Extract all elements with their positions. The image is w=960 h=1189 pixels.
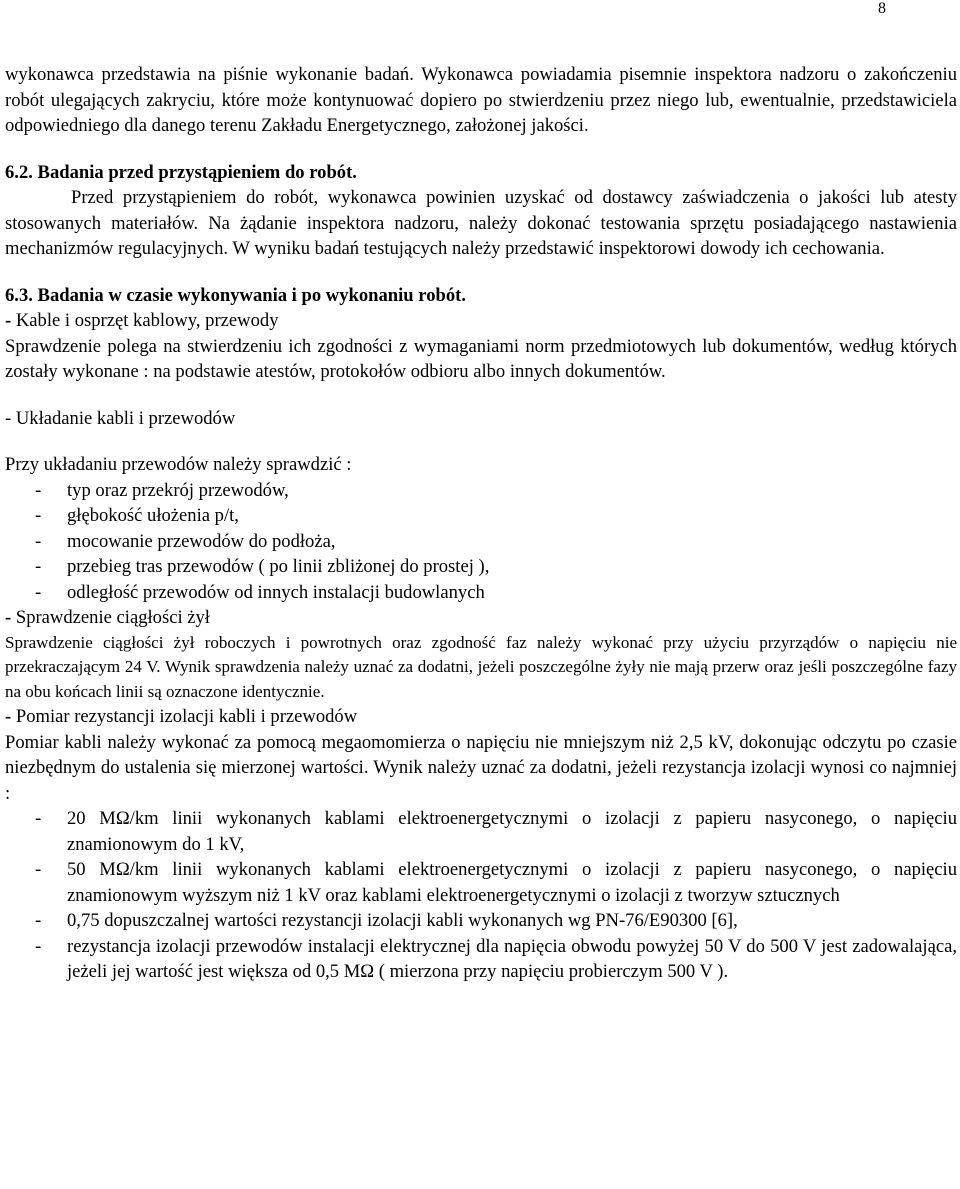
list-item: - 50 MΩ/km linii wykonanych kablami elektroenergetycznymi o izolacji z papieru nasyconego, o napięciu znamionowym wyższym niż 1 kV oraz kablami elektroenergetycznymi o izolacji z tworzyw sztucznych bbox=[5, 857, 957, 908]
cables-body: Sprawdzenie polega na stwierdzeniu ich zgodności z wymaganiami norm przedmiotowych lub dokumentów, według których zostały wykonane : na podstawie atestów, protokołów odbioru albo innych dokumentów. bbox=[5, 335, 957, 382]
insulation-requirements bbox=[5, 806, 957, 985]
list-item: - głębokość ułożenia p/t, bbox=[5, 503, 957, 529]
laying-subheading: - Układanie kabli i przewodów bbox=[5, 407, 236, 429]
cables-dash: - bbox=[5, 310, 12, 331]
list-item: - 0,75 dopuszczalnej wartości rezystancji izolacji kabli wykonanych wg PN-76/E90300 [6], bbox=[5, 908, 957, 934]
section-6-2-body: Przed przystąpieniem do robót, wykonawca powinien uzyskać od dostawcy zaświadczenia o jakości lub atesty stosowanych materiałów. Na żądanie inspektora nadzoru, należy dokonać testowania sprzętu posiadającego nastawienia mechanizmów regulacyjnych. W wyniku badań testujących należy przedstawić inspektorowi dowody ich cechowania. bbox=[5, 187, 957, 259]
continuity-title: Sprawdzenie ciągłości żył bbox=[11, 607, 210, 628]
intro-paragraph: wykonawca przedstawia na piśnie wykonanie badań. Wykonawca powiadamia pisemnie inspektora nadzoru o zakończeniu robót ulegających zakryciu, które może kontynuować dopiero po stwierdzeniu przez niego lub, ewentualnie, przedstawiciela odpowiedniego dla danego terenu Zakładu Energetycznego, założonej jakości. bbox=[5, 64, 957, 136]
cables-title: Kable i osprzęt kablowy, przewody bbox=[11, 310, 279, 331]
continuity-dash: - bbox=[5, 607, 12, 628]
list-item: - typ oraz przekrój przewodów, bbox=[5, 478, 957, 504]
insulation-title: Pomiar rezystancji izolacji kabli i przewodów bbox=[11, 706, 358, 728]
insulation-body: Pomiar kabli należy wykonać za pomocą megaomomierza o napięciu nie mniejszym niż 2,5 kV, dokonując odczytu po czasie niezbędnym do ustalenia się mierzonej wartości. Wynik należy uznać za dodatni, jeżeli rezystancja izolacji wynosi co najmniej : bbox=[5, 731, 957, 804]
document-body bbox=[5, 62, 957, 985]
insulation-dash: - bbox=[5, 706, 12, 728]
section-6-3-heading: 6.3. Badania w czasie wykonywania i po wykonaniu robót. bbox=[5, 284, 466, 306]
list-item: - przebieg tras przewodów ( po linii zbliżonej do prostej ), bbox=[5, 554, 957, 580]
continuity-body: Sprawdzenie ciągłości żył roboczych i powrotnych oraz zgodność faz należy wykonać przy użyciu przyrządów o napięciu nie przekraczającym 24 V. Wynik sprawdzenia należy uznać za dodatni, jeżeli poszczególne żyły nie mają przerw oraz jeśli poszczególne fazy na obu końcach linii są oznaczone identycznie. bbox=[5, 632, 957, 701]
section-6-2-heading: 6.2. Badania przed przystąpieniem do robót. bbox=[5, 161, 357, 183]
list-item: - mocowanie przewodów do podłoża, bbox=[5, 529, 957, 555]
cables-subheading bbox=[5, 308, 957, 334]
page-number: 8 bbox=[878, 0, 886, 17]
laying-checklist bbox=[5, 478, 957, 606]
list-item: - odległość przewodów od innych instalacji budowlanych bbox=[5, 580, 957, 606]
insulation-subheading bbox=[5, 704, 957, 730]
laying-intro: Przy układaniu przewodów należy sprawdzić : bbox=[5, 454, 352, 475]
continuity-subheading bbox=[5, 605, 957, 631]
list-item: - rezystancja izolacji przewodów instalacji elektrycznej dla napięcia obwodu powyżej 50 V do 500 V jest zadowalająca, jeżeli jej wartość jest większa od 0,5 MΩ ( mierzona przy napięciu probierczym 500 V ). bbox=[5, 934, 957, 985]
list-item: - 20 MΩ/km linii wykonanych kablami elektroenergetycznymi o izolacji z papieru nasyconego, o napięciu znamionowym do 1 kV, bbox=[5, 806, 957, 857]
